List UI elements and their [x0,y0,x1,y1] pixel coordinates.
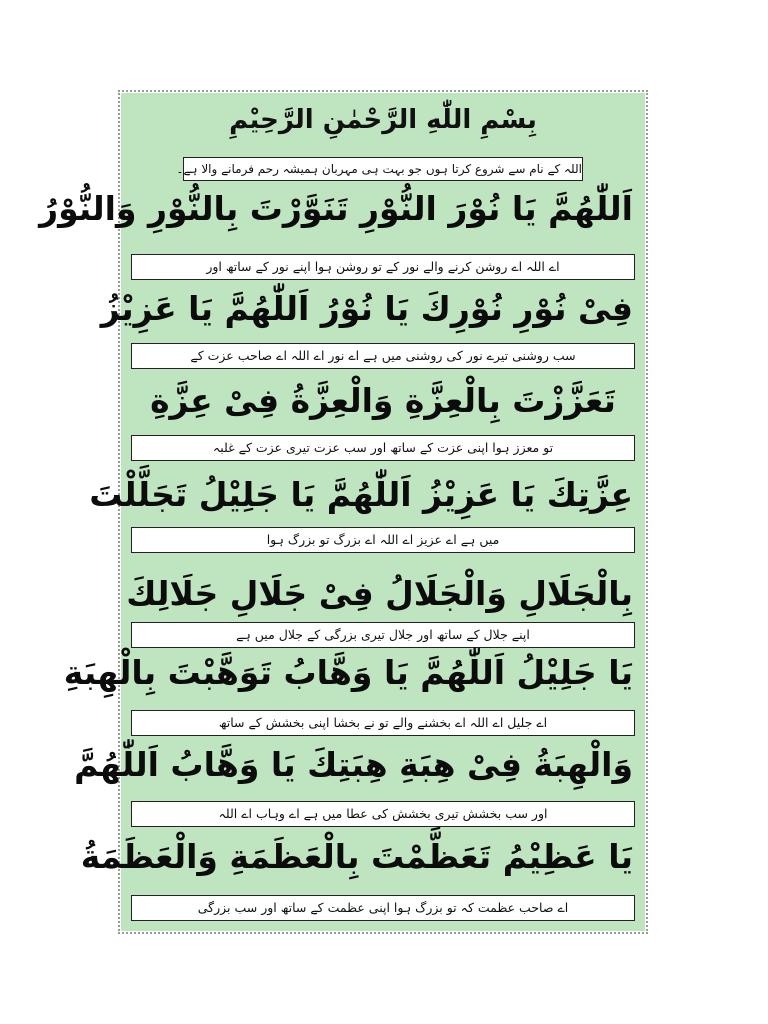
verse-arabic-7: وَالْھِبَةُ فِیْ ھِبَةِ ھِبَتِكَ یَا وَھَّابُ اَللّٰھُمَّ [74,745,633,784]
verse-arabic-6: یَا جَلِیْلُ اَللّٰھُمَّ یَا وَھَّابُ تَوَھَّبْتَ بِالْھِبَةِ [63,653,633,692]
verse-translation-7: اور سب بخشش تیری بخشش کی عطا میں ہے اے وہاب اے اللہ [131,801,635,827]
verse-arabic-2: فِیْ نُوْرِ نُوْرِكَ یَا نُوْرُ اَللّٰھُمَّ یَا عَزِیْزُ [100,289,633,328]
bismillah-translation: اللہ کے نام سے شروع کرتا ہوں جو بہت ہی مہربان ہمیشہ رحم فرمانے والا ہے۔ [183,157,583,181]
verse-translation-1: اے اللہ اے روشن کرنے والے نور کے تو روشن ہوا اپنے نور کے ساتھ اور [131,254,635,280]
verse-translation-3: تو معزز ہوا اپنی عزت کے ساتھ اور سب عزت تیری عزت کے غلبہ [131,435,635,461]
verse-translation-5: اپنے جلال کے ساتھ اور جلال تیری بزرگی کے جلال میں ہے [131,622,635,648]
verse-arabic-1: اَللّٰھُمَّ یَا نُوْرَ النُّوْرِ تَنَوَّرْتَ بِالنُّوْرِ وَالنُّوْرُ [39,189,633,228]
verse-arabic-5: بِالْجَلَالِ وَالْجَلَالُ فِیْ جَلَالِ جَلَالِكَ [126,574,633,613]
bismillah-heading: بِسْمِ اللّٰهِ الرَّحْمٰنِ الرَّحِیْمِ [229,105,537,135]
verse-arabic-3: تَعَزَّزْتَ بِالْعِزَّةِ وَالْعِزَّةُ فِیْ عِزَّةِ [150,381,616,420]
verse-translation-2: سب روشنی تیرے نور کی روشنی میں ہے اے نور اے اللہ اے صاحب عزت کے [131,343,635,369]
verse-arabic-4: عِزَّتِكَ یَا عَزِیْزُ اَللّٰھُمَّ یَا جَلِیْلُ تَجَلَّلْتَ [89,475,633,514]
verse-arabic-8: یَا عَظِیْمُ تَعَظَّمْتَ بِالْعَظَمَةِ وَالْعَظَمَةُ [80,837,633,876]
verse-translation-6: اے جلیل اے اللہ اے بخشنے والے تو نے بخشا اپنی بخشش کے ساتھ [131,710,635,736]
verse-translation-4: میں ہے اے عزیز اے اللہ اے بزرگ تو بزرگ ہوا [131,527,635,553]
dua-page [39,93,645,931]
verse-translation-8: اے صاحب عظمت کہ تو بزرگ ہوا اپنی عظمت کے ساتھ اور سب بزرگی [131,895,635,921]
